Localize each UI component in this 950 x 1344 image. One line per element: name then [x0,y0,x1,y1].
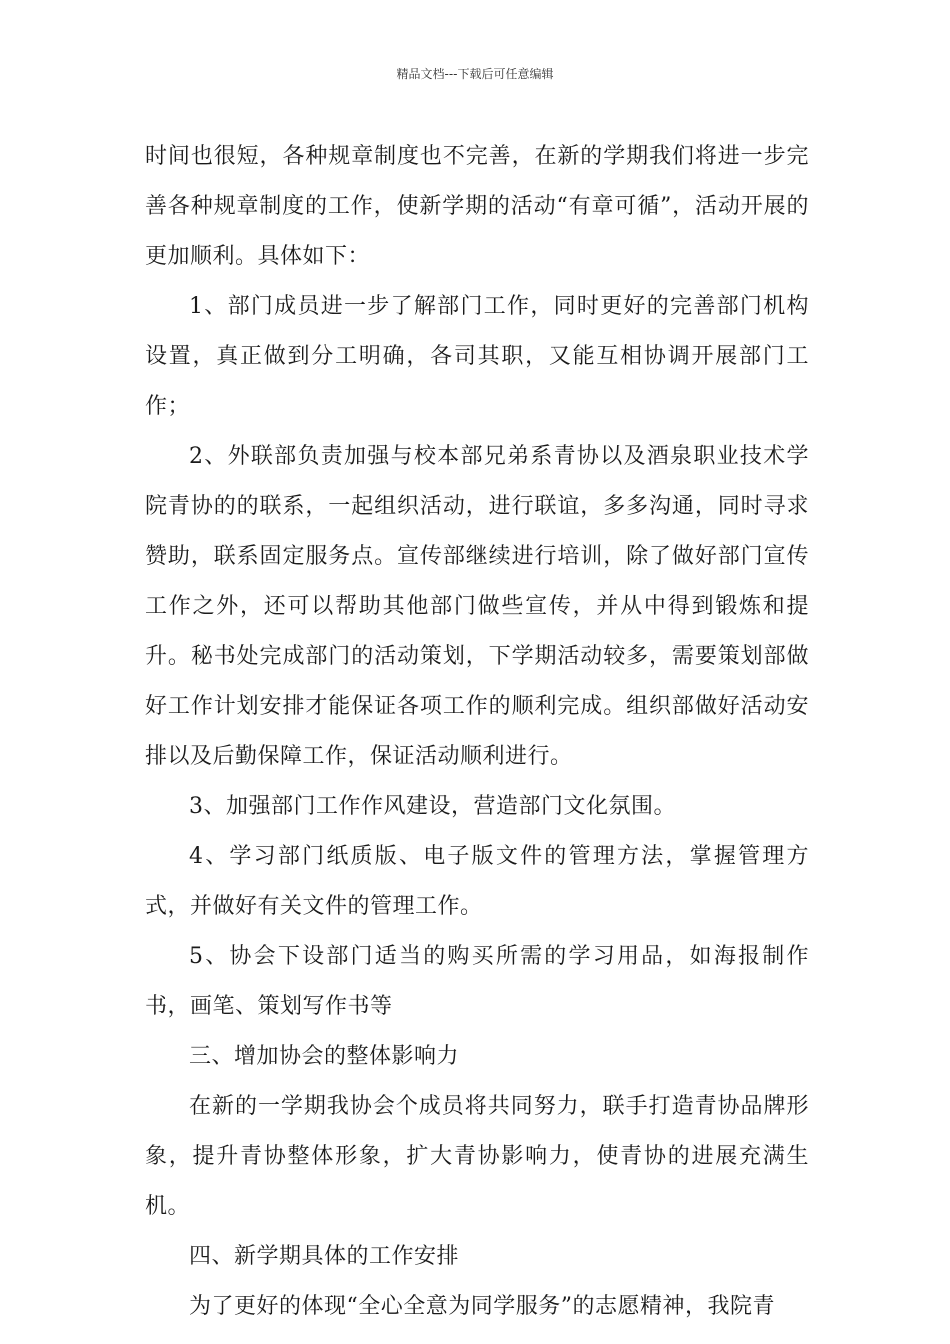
paragraph-item-3: 3、加强部门工作作风建设，营造部门文化氛围。 [189,794,676,819]
paragraph-continuation: 时间也很短，各种规章制度也不完善，在新的学期我们将进一步完善各种规章制度的工作，使新学期的活动“有章可循”，活动开展的更加顺利。具体如下： [145,144,809,269]
section-heading-3: 三、增加协会的整体影响力 [189,1044,460,1069]
page-header: 精品文档---下载后可任意编辑 [396,67,554,81]
paragraph-item-1: 1、部门成员进一步了解部门工作，同时更好的完善部门机构设置，真正做到分工明确，各司其职，又能互相协调开展部门工作； [145,294,809,419]
paragraph-item-5: 5、协会下设部门适当的购买所需的学习用品，如海报制作书，画笔、策划写作书等 [145,944,809,1019]
paragraph-section-4: 为了更好的体现“全心全意为同学服务”的志愿精神，我院青 [189,1294,775,1319]
paragraph-item-2: 2、外联部负责加强与校本部兄弟系青协以及酒泉职业技术学院青协的的联系，一起组织活动，进行联谊，多多沟通，同时寻求赞助，联系固定服务点。宣传部继续进行培训，除了做好部门宣传工作之外，还可以帮助其他部门做些宣传，并从中得到锻炼和提升。秘书处完成部门的活动策划，下学期活动较多，需要策划部做好工作计划安排才能保证各项工作的顺利完成。组织部做好活动安排以及后勤保障工作，保证活动顺利进行。 [145,444,809,769]
section-heading-4: 四、新学期具体的工作安排 [189,1244,460,1269]
document-body [145,132,809,1332]
paragraph-section-3: 在新的一学期我协会个成员将共同努力，联手打造青协品牌形象，提升青协整体形象，扩大青协影响力，使青协的进展充满生机。 [145,1094,809,1219]
paragraph-item-4: 4、学习部门纸质版、电子版文件的管理方法，掌握管理方式，并做好有关文件的管理工作。 [145,844,809,919]
